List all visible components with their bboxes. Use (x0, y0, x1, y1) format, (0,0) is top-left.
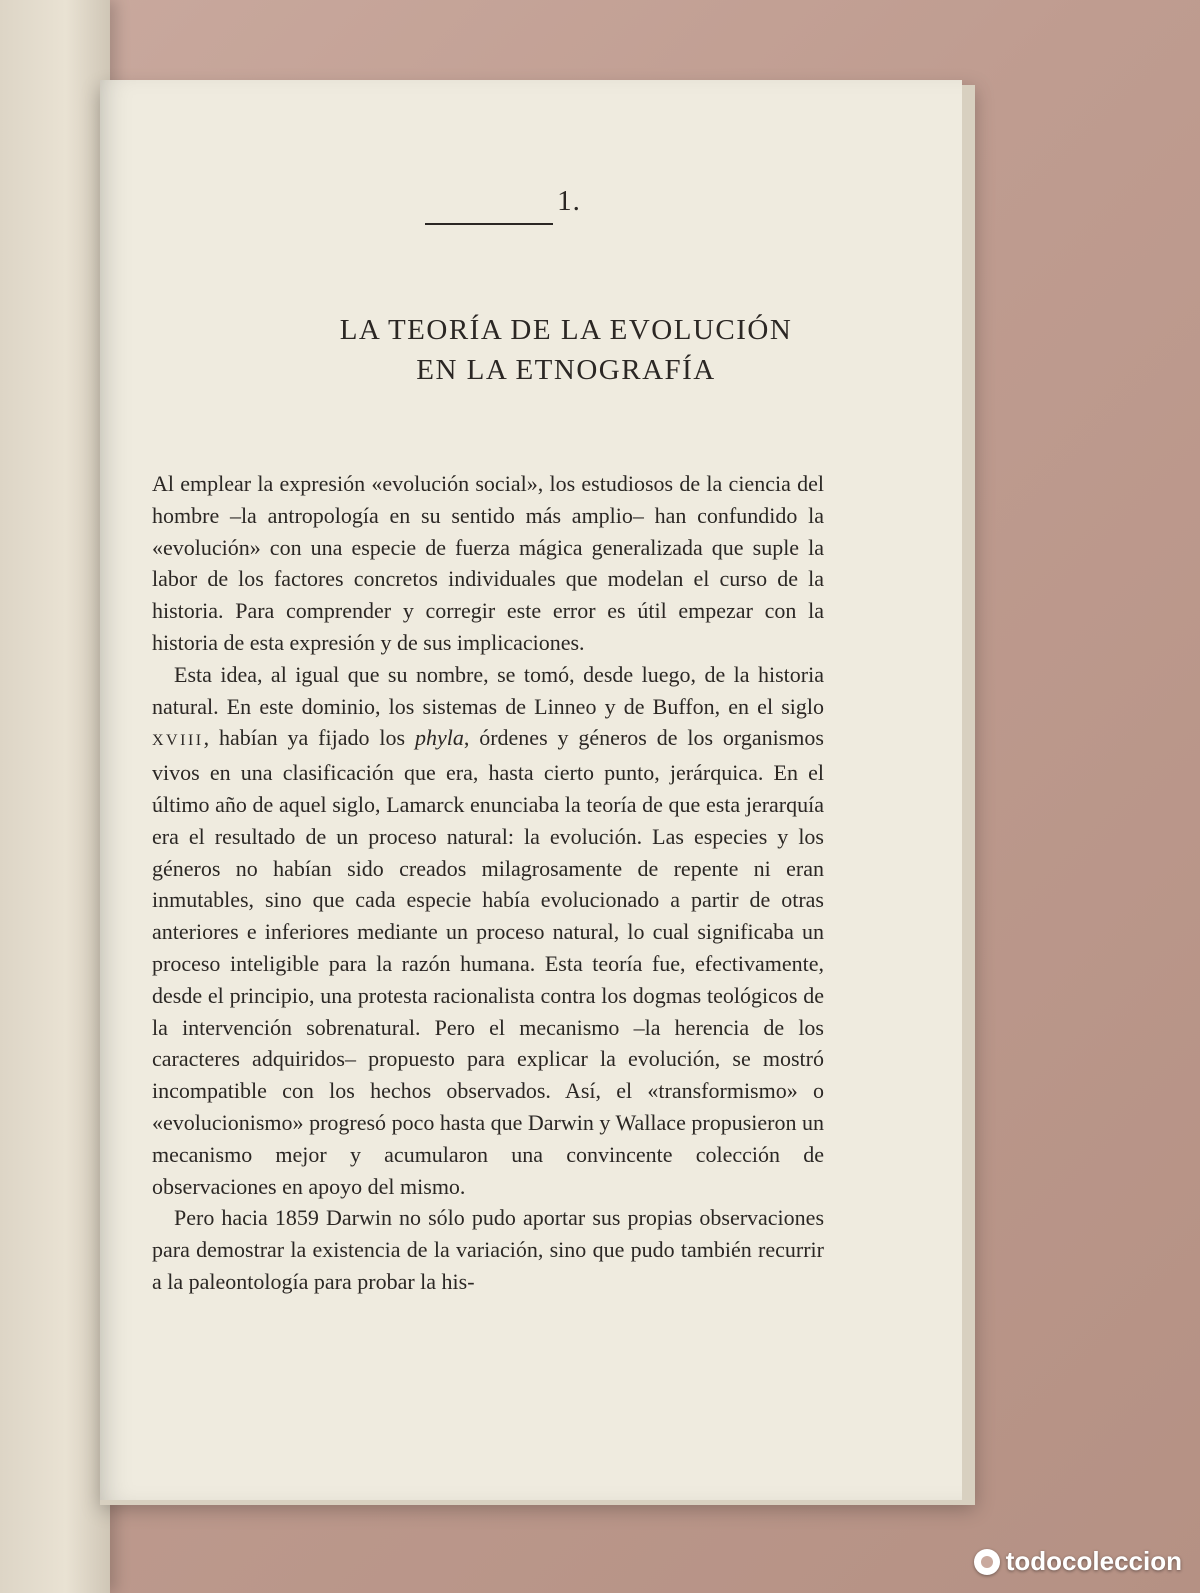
paragraph-2-text-c: , órdenes y géneros de los organismos vivos en una clasificación que era, hasta cierto punto, jerárquica. En el último año de aquel siglo, Lamarck enunciaba la teoría de que esta jerarquía era el resultado de un proceso natural: la evolución. Las especies y los géneros no habían sido creados milagrosamente de repente ni eran inmutables, sino que cada especie había evolucionado a partir de otras anteriores e inferiores mediante un proceso natural, lo cual significaba un proceso inteligible para la razón humana. Esta teoría fue, efectivamente, desde el principio, una protesta racionalista contra los dogmas teológicos de la intervención sobrenatural. Pero el mecanismo –la herencia de los caracteres adquiridos– propuesto para explicar la evolución, se mostró incompatible con los hechos observados. Así, el «transformismo» o «evolucionismo» progresó poco hasta que Darwin y Wallace propusieron un mecanismo mejor y acumularon una convincente colección de observaciones en apoyo del mismo. (152, 725, 824, 1199)
facing-page-edge (0, 0, 110, 1593)
book-page (100, 80, 962, 1500)
chapter-rule (425, 223, 553, 225)
watermark-text: todocoleccion (1005, 1546, 1182, 1576)
phyla-italic: phyla (414, 725, 464, 751)
paragraph-1 (152, 468, 824, 659)
paragraph-2-text-b: , habían ya fijado los (203, 725, 415, 751)
todocoleccion-logo-icon (974, 1549, 1000, 1575)
paragraph-1-text: Al emplear la expresión «evolución social», los estudiosos de la ciencia del hombre –la antropología en su sentido más amplio– han confundido la «evolución» con una especie de fuerza mágica generalizada que suple la labor de los factores concretos individuales que modelan el curso de la historia. Para comprender y corregir este error es útil empezar con la historia de esta expresión y de sus implicaciones. (152, 471, 824, 655)
paragraph-2 (152, 659, 824, 1203)
paragraph-3 (152, 1202, 824, 1297)
chapter-title (100, 310, 962, 390)
paragraph-2-text-a: Esta idea, al igual que su nombre, se tomó, desde luego, de la historia natural. En este dominio, los sistemas de Linneo y de Buffon, en el siglo (152, 661, 824, 719)
body-text (152, 468, 824, 1298)
chapter-title-line-2: EN LA ETNOGRAFÍA (416, 354, 716, 386)
chapter-title-line-1: LA TEORÍA DE LA EVOLUCIÓN (339, 314, 793, 346)
century-smallcaps: XVIII (152, 732, 204, 750)
chapter-number: 1. (557, 185, 581, 217)
watermark (974, 1546, 1182, 1577)
paragraph-3-text: Pero hacia 1859 Darwin no sólo pudo aportar sus propias observaciones para demostrar la existencia de la variación, sino que pudo también recurrir a la paleontología para probar la his- (152, 1205, 824, 1294)
